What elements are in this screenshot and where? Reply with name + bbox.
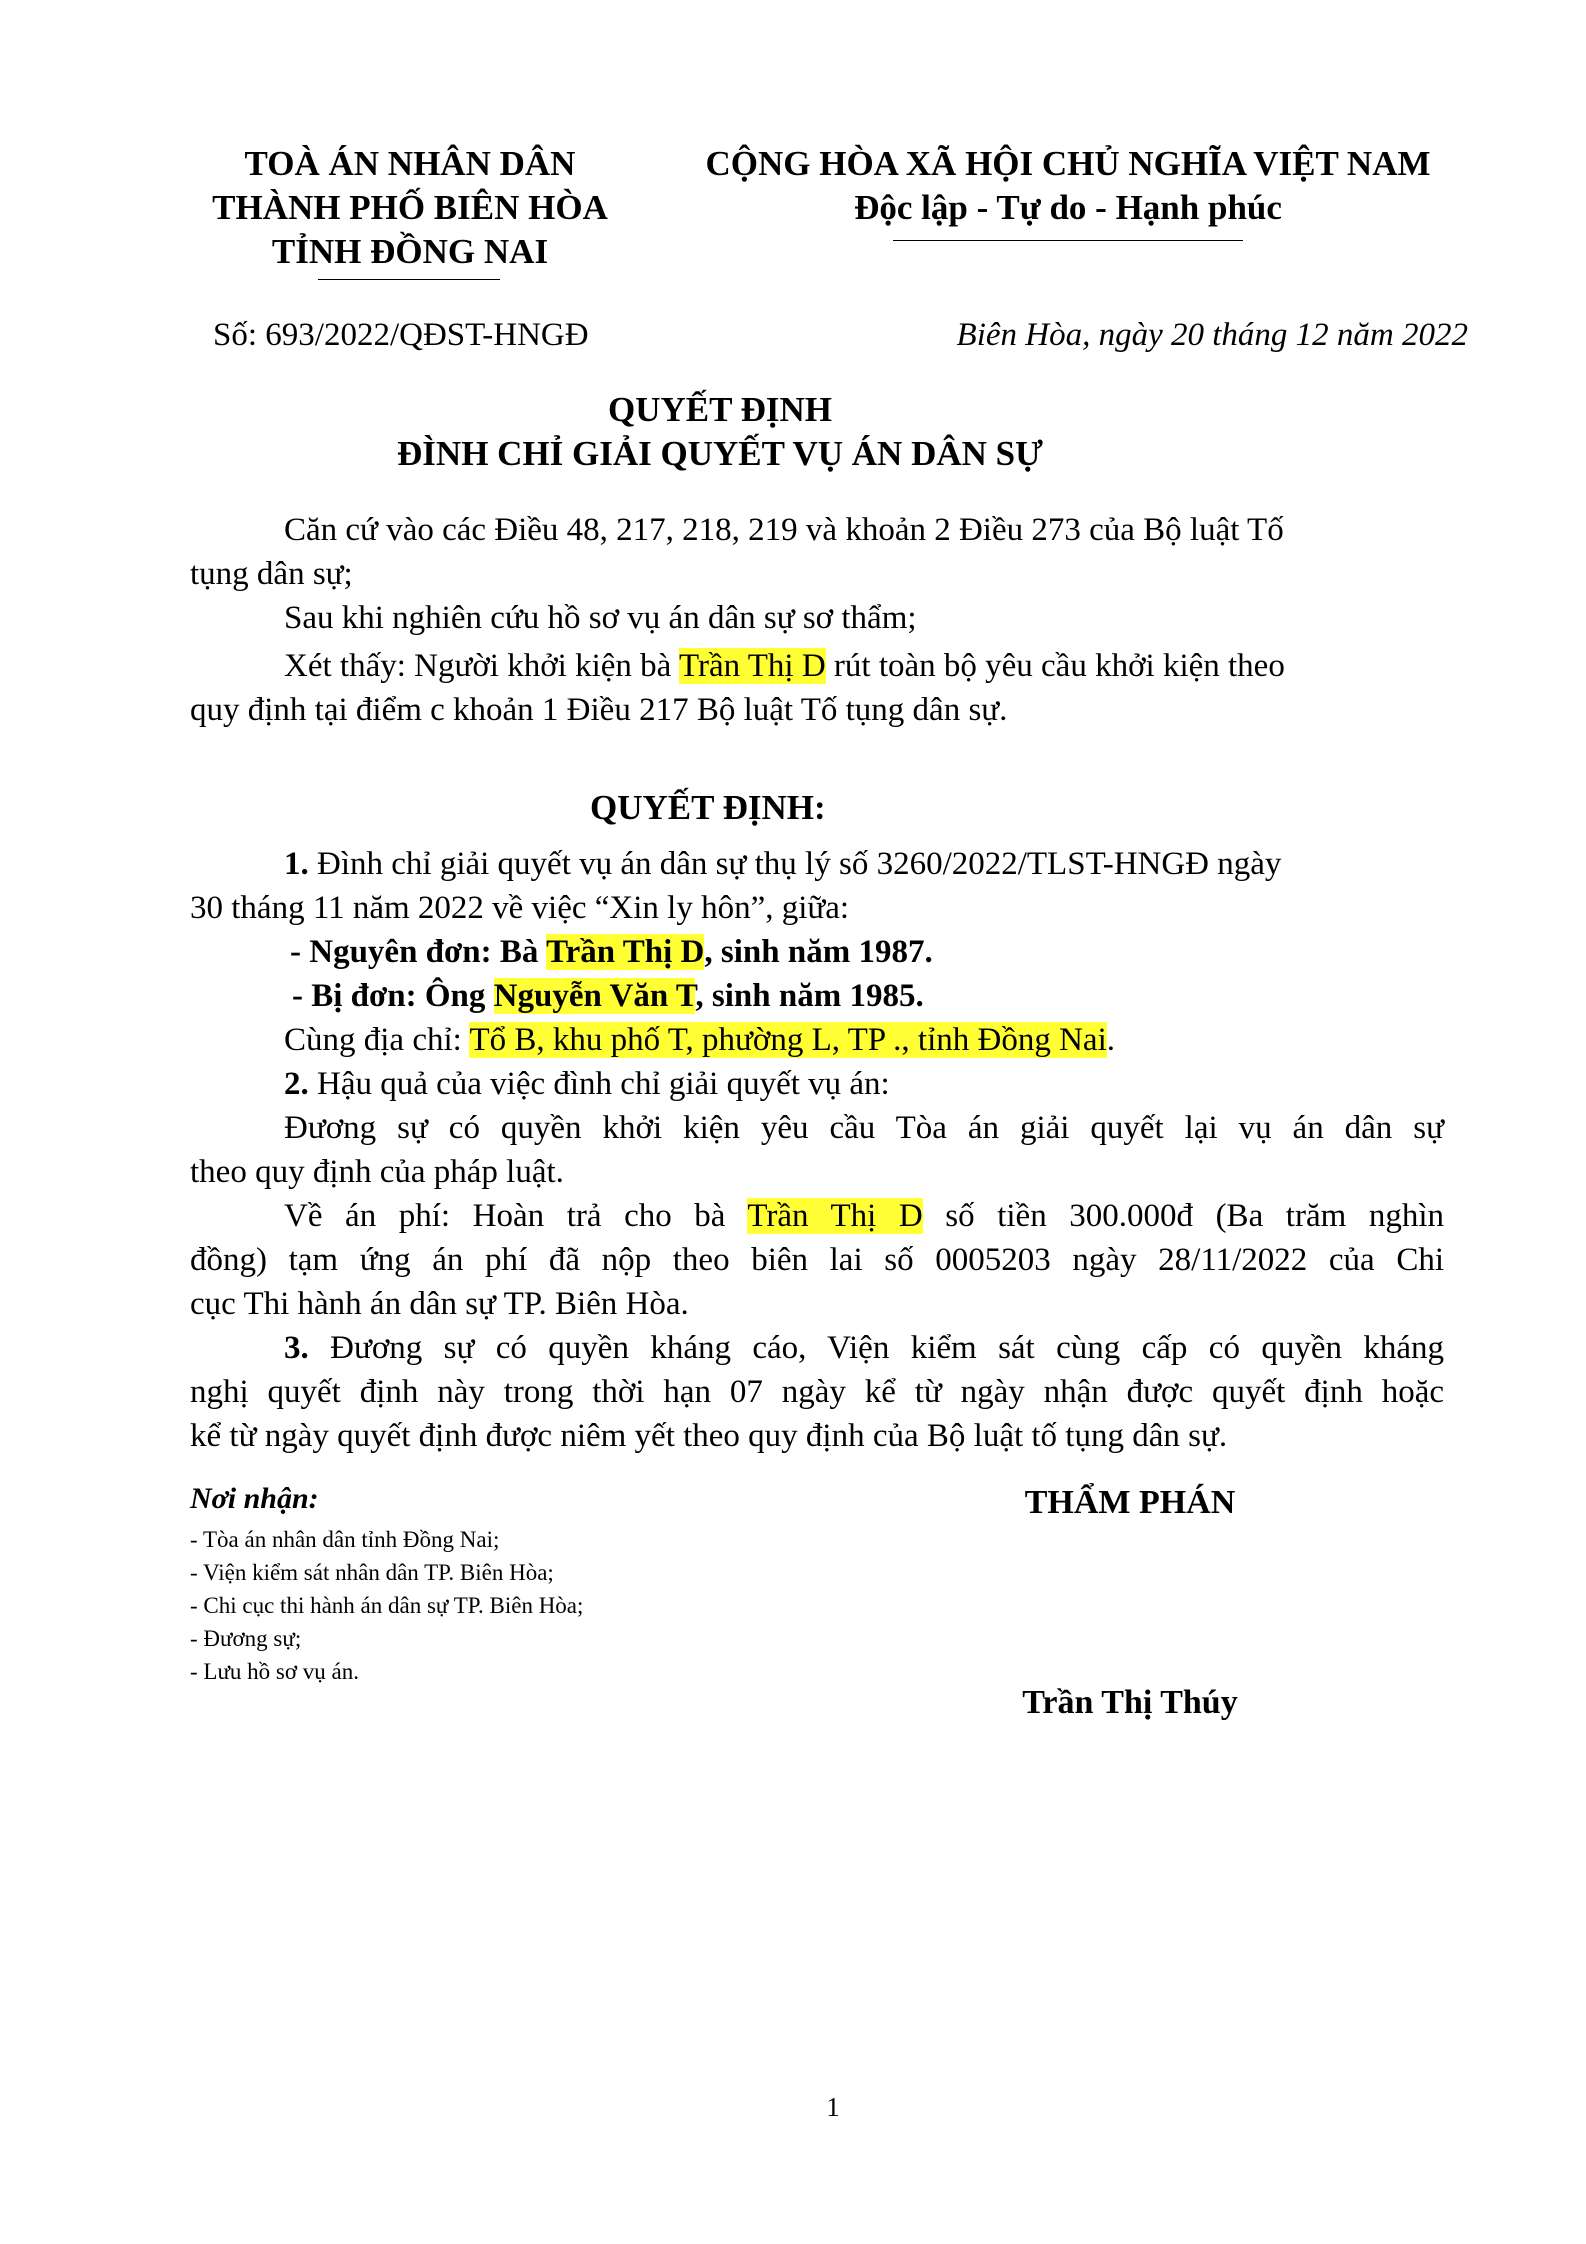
fee-line3: cục Thi hành án dân sự TP. Biên Hòa. bbox=[190, 1286, 689, 1322]
item3-line3: kể từ ngày quyết định được niêm yết theo quy định của Bộ luật tố tụng dân sự. bbox=[190, 1418, 1228, 1454]
item3-line1: 3. Đương sự có quyền kháng cáo, Viện kiểm sát cùng cấp có quyền kháng bbox=[284, 1330, 1444, 1366]
fee-line2: đồng) tạm ứng án phí đã nộp theo biên lai số 0005203 ngày 28/11/2022 của Chi bbox=[190, 1242, 1444, 1278]
finding-line2: quy định tại điểm c khoản 1 Điều 217 Bộ luật Tố tụng dân sự. bbox=[190, 692, 1008, 728]
defendant-name: Nguyễn Văn T bbox=[493, 978, 696, 1014]
fee-recipient-name: Trần Thị D bbox=[747, 1198, 923, 1234]
address-line: Cùng địa chỉ: Tổ B, khu phố T, phường L, TP ., tỉnh Đồng Nai. bbox=[284, 1022, 1115, 1058]
court-name-line3: TỈNH ĐỒNG NAI bbox=[271, 232, 549, 271]
signer-name: Trần Thị Thúy bbox=[1022, 1684, 1238, 1721]
decision-heading: QUYẾT ĐỊNH: bbox=[590, 788, 826, 827]
plaintiff-line: - Nguyên đơn: Bà Trần Thị D, sinh năm 1987. bbox=[290, 934, 933, 970]
recipient-item: - Tòa án nhân dân tỉnh Đồng Nai; bbox=[190, 1527, 500, 1552]
item2-right-line1: Đương sự có quyền khởi kiện yêu cầu Tòa án giải quyết lại vụ án dân sự bbox=[284, 1110, 1444, 1146]
address-highlight: Tổ B, khu phố T, phường L, TP ., tỉnh Đồng Nai bbox=[469, 1022, 1107, 1058]
defendant-line: - Bị đơn: Ông Nguyễn Văn T, sinh năm 1985. bbox=[292, 978, 924, 1014]
review-statement: Sau khi nghiên cứu hồ sơ vụ án dân sự sơ thẩm; bbox=[284, 600, 917, 636]
court-underline bbox=[318, 279, 500, 280]
document-title: QUYẾT ĐỊNH bbox=[608, 390, 832, 429]
nation-motto: Độc lập - Tự do - Hạnh phúc bbox=[854, 188, 1282, 227]
plaintiff-name: Trần Thị D bbox=[546, 934, 705, 970]
item3-line2: nghị quyết định này trong thời hạn 07 ngày kể từ ngày nhận được quyết định hoặc bbox=[190, 1374, 1444, 1410]
recipient-item: - Đương sự; bbox=[190, 1626, 302, 1651]
place-date: Biên Hòa, ngày 20 tháng 12 năm 2022 bbox=[956, 317, 1468, 353]
recipients-heading: Nơi nhận: bbox=[190, 1482, 319, 1515]
nation-title: CỘNG HÒA XÃ HỘI CHỦ NGHĨA VIỆT NAM bbox=[705, 144, 1431, 183]
legal-basis-line2: tụng dân sự; bbox=[190, 556, 353, 592]
recipient-item: - Viện kiểm sát nhân dân TP. Biên Hòa; bbox=[190, 1560, 554, 1585]
item2-heading: 2. Hậu quả của việc đình chỉ giải quyết vụ án: bbox=[284, 1066, 890, 1102]
court-name-line2: THÀNH PHỐ BIÊN HÒA bbox=[212, 188, 608, 227]
page-number: 1 bbox=[826, 2092, 840, 2122]
motto-underline bbox=[893, 240, 1243, 241]
finding-line1: Xét thấy: Người khởi kiện bà Trần Thị D rút toàn bộ yêu cầu khởi kiện theo bbox=[284, 648, 1285, 684]
document-subtitle: ĐÌNH CHỈ GIẢI QUYẾT VỤ ÁN DÂN SỰ bbox=[397, 434, 1043, 473]
signer-role: THẨM PHÁN bbox=[1024, 1484, 1236, 1521]
document-number: Số: 693/2022/QĐST-HNGĐ bbox=[213, 317, 589, 353]
item2-right-line2: theo quy định của pháp luật. bbox=[190, 1154, 564, 1190]
plaintiff-name-highlight: Trần Thị D bbox=[678, 648, 826, 684]
court-name-line1: TOÀ ÁN NHÂN DÂN bbox=[244, 144, 576, 183]
legal-basis-line1: Căn cứ vào các Điều 48, 217, 218, 219 và khoản 2 Điều 273 của Bộ luật Tố bbox=[284, 512, 1284, 548]
recipient-item: - Lưu hồ sơ vụ án. bbox=[190, 1659, 359, 1684]
item1-line1: 1. Đình chỉ giải quyết vụ án dân sự thụ lý số 3260/2022/TLST-HNGĐ ngày bbox=[284, 846, 1282, 882]
fee-line1: Về án phí: Hoàn trả cho bà Trần Thị D số tiền 300.000đ (Ba trăm nghìn bbox=[284, 1198, 1444, 1234]
item1-line2: 30 tháng 11 năm 2022 về việc “Xin ly hôn”, giữa: bbox=[190, 890, 850, 926]
recipient-item: - Chi cục thi hành án dân sự TP. Biên Hòa; bbox=[190, 1593, 584, 1618]
